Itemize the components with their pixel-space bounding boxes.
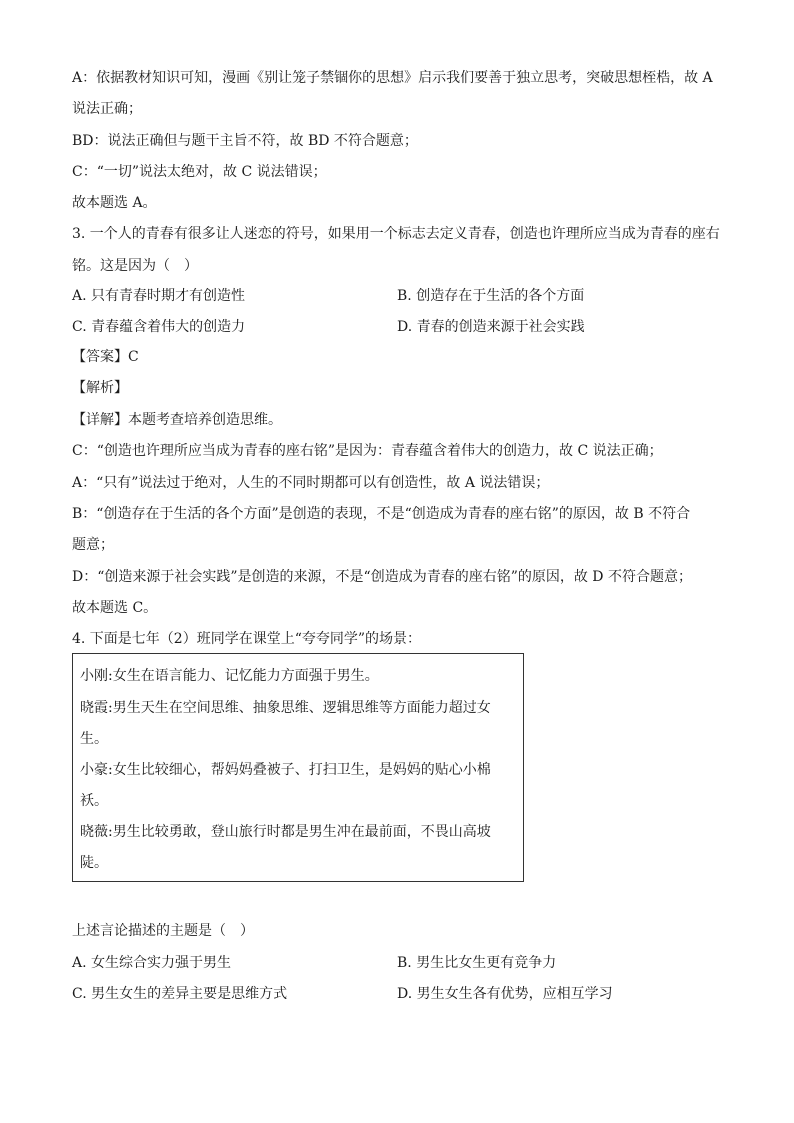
question-3-stem: 3. 一个人的青春有很多让人迷恋的符号，如果用一个标志去定义青春，创造也许理所应当成为青春的座右 (72, 226, 720, 242)
explain-line-d: D：“创造来源于社会实践”是创造的来源，不是“创造成为青春的座右铭”的原因，故 D 不符合题意； (72, 569, 692, 585)
analysis-line-bd: BD：说法正确但与题干主旨不符，故 BD 不符合题意； (72, 133, 418, 149)
answer-value: C (128, 349, 139, 365)
q3-option-a: A. 只有青春时期才有创造性 (72, 288, 246, 304)
q3-option-c: C. 青春蕴含着伟大的创造力 (72, 319, 246, 335)
quote-line-2: 晓霞:男生天生在空间思维、抽象思维、逻辑思维等方面能力超过女 (80, 700, 491, 716)
explain-line-b-cont: 题意； (72, 537, 114, 553)
explain-line-b: B：“创造存在于生活的各个方面”是创造的表现，不是“创造成为青春的座右铭”的原因，故 B 不符合 (72, 506, 691, 522)
detail-text: 本题考查培养创造思维。 (128, 412, 282, 428)
quote-line-7: 陡。 (80, 855, 108, 871)
answer-tag: 【答案】 (72, 349, 128, 365)
quote-line-3: 生。 (80, 731, 108, 747)
analysis-line-c: C：“一切”说法太绝对，故 C 说法错误； (72, 164, 327, 180)
quote-line-6: 晓薇:男生比较勇敢，登山旅行时都是男生冲在最前面，不畏山高坡 (80, 824, 491, 840)
explain-line-c: C：“创造也许理所应当成为青春的座右铭”是因为：青春蕴含着伟大的创造力，故 C 说法正确； (72, 443, 663, 459)
question-4-stem: 4. 下面是七年（2）班同学在课堂上“夸夸同学”的场景： (72, 631, 422, 647)
q3-option-d: D. 青春的创造来源于社会实践 (397, 319, 585, 335)
quote-line-1: 小刚:女生在语言能力、记忆能力方面强于男生。 (80, 668, 379, 684)
detail-line (72, 410, 282, 430)
answer-line (72, 347, 139, 367)
quote-line-5: 袄。 (80, 793, 108, 809)
explain-line-a: A：“只有”说法过于绝对，人生的不同时期都可以有创造性，故 A 说法错误； (72, 475, 550, 491)
question-4-prompt: 上述言论描述的主题是（ ） (72, 923, 254, 939)
q4-option-a: A. 女生综合实力强于男生 (72, 955, 232, 971)
quote-line-4: 小豪:女生比较细心，帮妈妈叠被子、打扫卫生，是妈妈的贴心小棉 (80, 762, 491, 778)
conclusion-line: 故本题选 A。 (72, 195, 157, 211)
analysis-line-a-cont: 说法正确； (72, 101, 142, 117)
explain-conclusion: 故本题选 C。 (72, 600, 158, 616)
q4-option-d: D. 男生女生各有优势，应相互学习 (397, 986, 613, 1002)
q3-option-b: B. 创造存在于生活的各个方面 (397, 288, 585, 304)
detail-tag: 【详解】 (72, 412, 128, 428)
analysis-tag: 【解析】 (72, 380, 128, 396)
question-3-stem-cont: 铭。这是因为（ ） (72, 258, 198, 274)
q4-option-b: B. 男生比女生更有竞争力 (397, 955, 557, 971)
q4-option-c: C. 男生女生的差异主要是思维方式 (72, 986, 288, 1002)
analysis-line-a: A：依据教材知识可知，漫画《别让笼子禁锢你的思想》启示我们要善于独立思考，突破思想桎梏，故 A (72, 70, 713, 86)
